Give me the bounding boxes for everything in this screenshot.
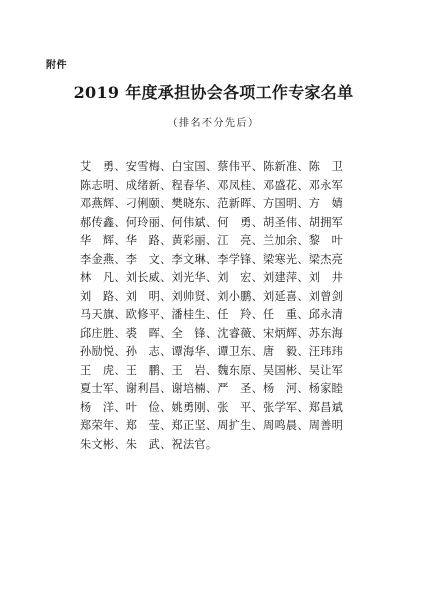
expert-name-list (80, 158, 380, 454)
name-row: 刘 路、刘 明、刘帅贤、刘小鹏、刘延喜、刘曾剑 (80, 289, 344, 303)
page-subtitle: （排名不分先后） (167, 118, 260, 129)
name-row: 邱庄胜、裘 晖、全 锋、沈睿薇、宋炳辉、苏东海 (80, 326, 344, 340)
name-row: 郑荣年、郑 莹、郑正坚、周扩生、周鸣晨、周善明 (80, 419, 344, 432)
name-row: 陈志明、成绪新、程春华、邓凤桂、邓盛花、邓永军 (80, 178, 344, 192)
name-row: 华 辉、华 路、黄彩丽、江 亮、兰加余、黎 叶 (80, 234, 344, 247)
name-row: 杨 洋、叶 俭、姚勇刚、张 平、张学军、郑昌斌 (80, 400, 344, 414)
name-row: 林 凡、刘长威、刘光华、刘 宏、刘建萍、刘 井 (80, 271, 344, 284)
name-row: 夏士军、谢利昌、谢培楠、严 圣、杨 河、杨家睦 (80, 382, 344, 395)
name-row: 朱文彬、朱 武、祝法官。 (80, 437, 218, 451)
name-row: 孙励悦、孙 志、谭海华、谭卫东、唐 毅、汪玮玮 (80, 345, 344, 358)
name-row: 邓燕辉、刁俐颐、樊晓东、范新晖、方国明、方 婧 (80, 197, 344, 210)
name-row: 马天旗、欧修平、潘桂生、任 羚、任 重、邱永清 (80, 308, 344, 321)
name-row: 艾 勇、安雪梅、白宝国、蔡伟平、陈新准、陈 卫 (80, 160, 344, 173)
attachment-label: 附件 (46, 60, 67, 71)
page-title: 2019 年度承担协会各项工作专家名单 (73, 83, 354, 102)
name-row: 李金燕、李 文、李文琳、李学锋、梁寒光、梁杰亮 (80, 252, 344, 266)
name-row: 王 虎、王 鹏、王 岩、魏东原、吴国彬、吴让军 (80, 363, 344, 377)
name-row: 郝传鑫、何玲丽、何伟斌、何 勇、胡圣伟、胡拥军 (80, 215, 344, 229)
